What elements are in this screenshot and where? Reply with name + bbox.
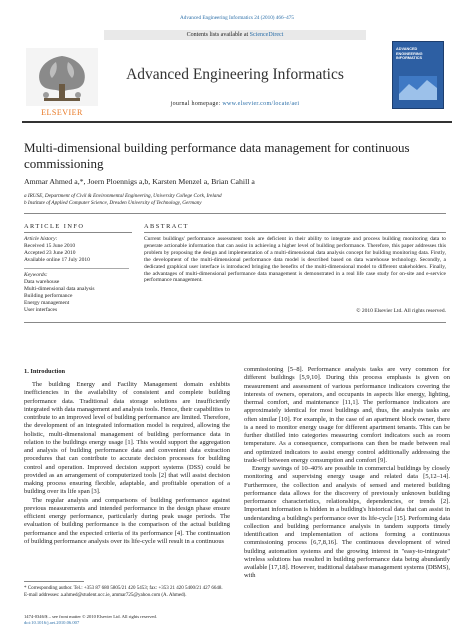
- divider: [24, 268, 129, 269]
- paragraph: commissioning [5–8]. Performance analysis tasks are very common for different buildings [5,9,10]. During this process emphasis is given on measurement and assessment of various performance indicators covering the interests of owners, operators, and occupants in aspects like energy, lighting, thermal comfort, and maintenance [11,1]. The performance indicators are approximately identical for most buildings and, thus, the analysis tasks are often similar [10]. For example, in the case of an apartment block owner, there is a need to monitor energy usage for different apartment tenants. This can be further distilled into categories measuring comfort indicators such as room temperature. As a consequence, comparisons can then be made between real and optimized indicators to assist energy control additionally addressing the trade-off between energy consumption and comfort [9].: [244, 366, 450, 464]
- issn-line: 1474-0346/$ – see front matter © 2010 Elsevier Ltd. All rights reserved.: [24, 614, 157, 619]
- divider: [144, 232, 446, 233]
- article-identifiers: [24, 614, 230, 626]
- history-accepted: Accepted 23 June 2010: [24, 250, 76, 256]
- history-received: Received 15 June 2010: [24, 243, 76, 249]
- journal-homepage: [104, 101, 366, 107]
- article-info: [24, 236, 129, 314]
- abstract-text: Current buildings' performance assessment tools are deficient in their ability to integrate and process building monitoring data to generate actionable information that can assist in achieving a higher level of building performance. Therefore, this paper addresses this problem by proposing the design and implementation of a multi-dimensional data analysis concept for building monitoring data. Firstly, the development of the multi-dimensional performance data model is described based on data warehouse technology. Secondly, a dedicated graphical user interface is introduced bringing the benefits of the multi-dimensional model to different stakeholders. Finally, the advantages of multi-dimensional performance data management is demonstrated in a real life case study for on-site and e-service performance management.: [144, 236, 446, 284]
- contents-prefix: Contents lists available at: [186, 32, 250, 38]
- footnotes: [24, 586, 230, 599]
- affiliations: [24, 193, 444, 207]
- divider: [24, 232, 132, 233]
- homepage-link[interactable]: www.elsevier.com/locate/aei: [222, 101, 300, 107]
- article-title: Multi-dimensional building performance data management for continuous commissioning: [24, 140, 410, 171]
- divider: [24, 322, 446, 323]
- author-list: Ammar Ahmed a,*, Joern Ploennigs a,b, Karsten Menzel a, Brian Cahill a: [24, 177, 255, 186]
- journal-title: Advanced Engineering Informatics: [126, 66, 344, 83]
- affiliation-a: a IRUSE, Department of Civil & Environmental Engineering, University College Cork, Ireland: [24, 193, 222, 199]
- footnote-corresponding: * Corresponding author. Tel.: +353 87 680 5805/21 420 5453; fax: +353 21 420 5400/21 427 6648.: [24, 586, 223, 591]
- contents-line: [104, 30, 366, 40]
- abstract-heading: ABSTRACT: [144, 223, 189, 230]
- journal-cover-thumbnail: [392, 41, 444, 109]
- keyword: Data warehouse: [24, 279, 60, 285]
- doi-link[interactable]: doi:10.1016/j.aei.2010.06.007: [24, 619, 80, 625]
- homepage-prefix: journal homepage:: [170, 101, 223, 107]
- paragraph: The regular analysis and comparisons of building performance against previous measurements and intended performance in the design phase ensure efficient energy performance, particularly during peak usage periods. The evaluation of building performance is the comparison of the actual building performance and the expected criteria of its performance [4]. The continuation of building performance analysis over its life-cycle will result in a continuous: [24, 496, 230, 545]
- paragraph: Energy savings of 10–40% are possible in commercial buildings by closely monitoring and supervising energy usage and related data [5,12–14]. Furthermore, the collection and analysis of sensed and metered building performance data allows for the discovery of previously unknown building performance characteristics, relationships, dependencies, or trends [2]. Important information is hidden in a building's historical data that can assist in understanding a building's performance over its life-cycle [15]. Performing data collection and building performance analysis in tandem supports timely identification and implementation of actions forming a continuous commissioning process [6,7,8,16]. The continuous development of wired building automation systems and the growing interest in "easy-to-integrate" wireless solutions has resulted in building performance data being abundantly available [17,18]. However, traditional database management systems (DBMS), with: [244, 465, 450, 580]
- keyword: Building performance: [24, 293, 73, 299]
- history-online: Available online 17 July 2010: [24, 257, 90, 263]
- sciencedirect-link[interactable]: ScienceDirect: [249, 32, 284, 38]
- keyword: Multi-dimensional data analysis: [24, 286, 95, 292]
- keyword: User interfaces: [24, 307, 58, 313]
- keyword: Energy management: [24, 300, 70, 306]
- history-label: Article history:: [24, 236, 58, 242]
- elsevier-tree-logo: [26, 48, 98, 106]
- footnote-email: E-mail addresses: a.ahmed@student.ucc.ie, ammar725@yahoo.com (A. Ahmed).: [24, 592, 187, 598]
- section-heading-introduction: 1. Introduction: [24, 368, 66, 375]
- divider: [24, 213, 446, 214]
- body-column-left: [24, 381, 230, 546]
- article-info-heading: ARTICLE INFO: [24, 223, 85, 230]
- paragraph: The building Energy and Facility Management domain exhibits inefficiencies in the availability of consistent and complete building performance data. Traditional data storage solutions are insufficiently integrated with data management and analysis tools. Hence, their capabilities to contribute to an improved level of building performance are limited. Therefore, the development of an integrated information model is required, allowing the holistic, multi-dimensional management of building performance data in relation to the buildings energy usage [1]. This would support the aggregation and analysis of building performance data and convenient data extraction procedures that can contribute to accurate decision processes for building control and operation. Improved decision support systems (DSS) could be provided as an arrangement of computerized tools [2] that will assist decision making process ensuring flexible, adaptable, and profitable operation of a building over its life span [3].: [24, 381, 230, 496]
- body-column-right: [244, 366, 450, 581]
- publisher-name: ELSEVIER: [41, 108, 83, 117]
- cover-title: ADVANCED ENGINEERING INFORMATICS: [396, 47, 423, 61]
- affiliation-b: b Institute of Applied Computer Science, Dresden University of Technology, Germany: [24, 200, 202, 206]
- abstract-copyright: © 2010 Elsevier Ltd. All rights reserved.: [356, 308, 446, 314]
- keywords-label: Keywords:: [24, 272, 48, 278]
- header-rule: [22, 121, 452, 123]
- cover-graphic: [399, 76, 437, 100]
- footnote-rule: [24, 581, 84, 582]
- journal-reference: Advanced Engineering Informatics 24 (2010) 466–475: [180, 15, 294, 21]
